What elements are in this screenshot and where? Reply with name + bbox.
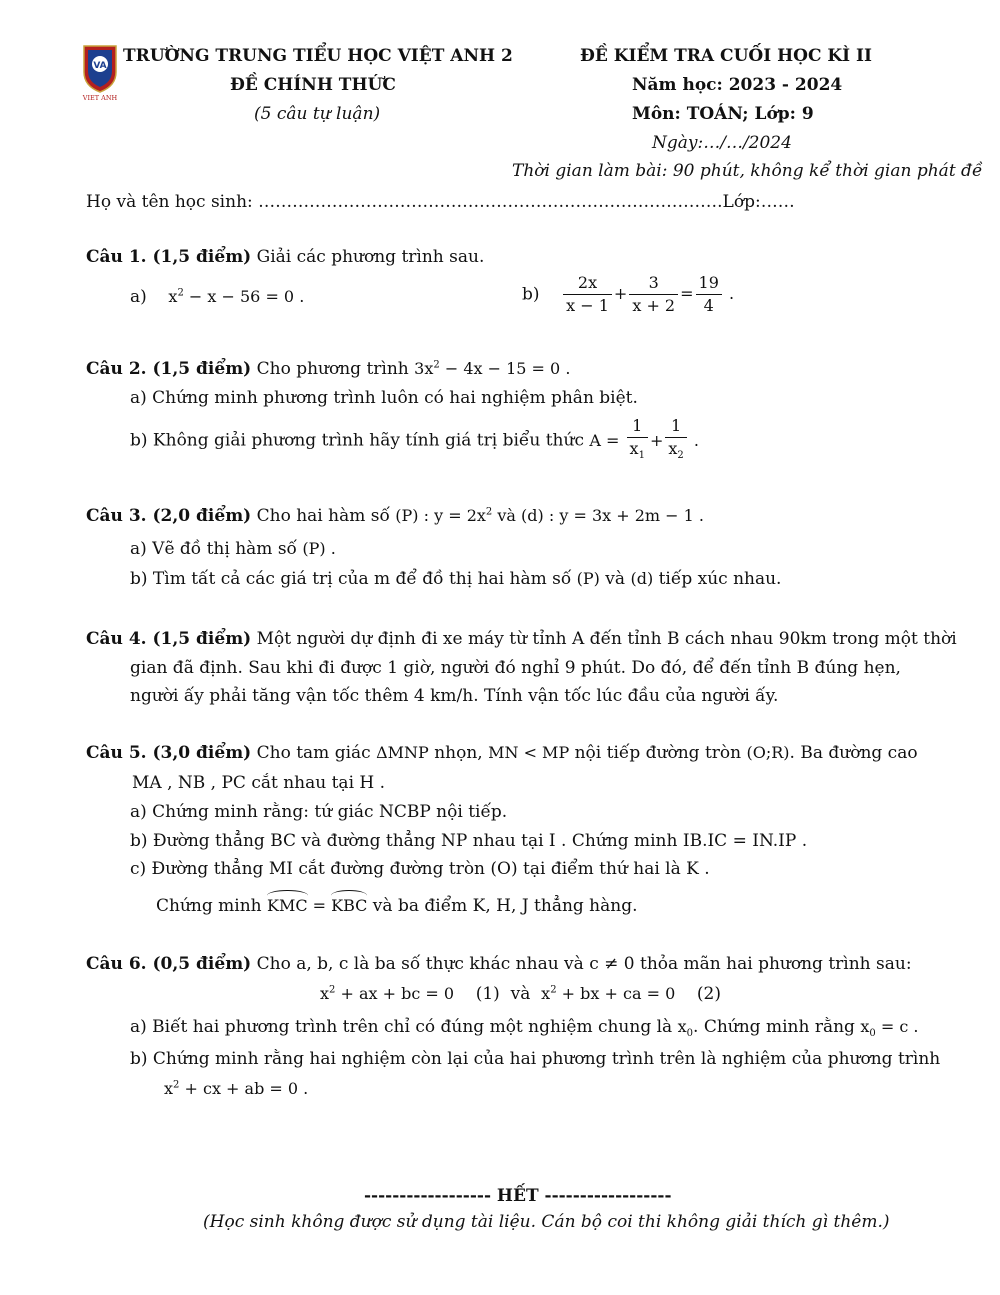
question-6-title — [86, 954, 912, 974]
student-name-line: Họ và tên học sinh: ……………………………………………………………………….Lớp:…… — [86, 192, 795, 212]
question-6-text: Cho a, b, c là ba số thực khác nhau và c ≠ 0 thỏa mãn hai phương trình sau: — [251, 954, 912, 974]
question-1b-equation: $\frac{2x}{x - 1}$ + $\frac{3}{x + 2}$ = $\frac{19}{4}$ . — [561, 284, 734, 303]
question-2b-text: b) Không giải phương trình hãy tính giá trị biểu thức — [130, 430, 590, 451]
footer-note: (Học sinh không được sử dụng tài liệu. Cán bộ coi thi không giải thích gì thêm.) — [203, 1212, 890, 1232]
question-2b — [130, 415, 699, 467]
question-5c-line-2: Chứng minh KMC = KBC và ba điểm K, H, J thẳng hàng. — [156, 896, 638, 916]
school-logo — [78, 42, 122, 104]
question-3-text: Cho hai hàm số — [251, 506, 396, 526]
question-3a-text: a) Vẽ đồ thị hàm số — [130, 539, 303, 559]
school-year: Năm học: 2023 - 2024 — [632, 75, 843, 95]
question-count-note: (5 câu tự luận) — [254, 104, 381, 124]
svg-text:VA: VA — [93, 61, 107, 71]
question-1a — [130, 287, 304, 307]
question-5-title: Câu 5. (3,0 điểm) Cho tam giác ΔMNP nhọn, MN < MP nội tiếp đường tròn (O;R). Ba đường cao — [86, 743, 918, 763]
school-name: TRƯỜNG TRUNG TIỂU HỌC VIỆT ANH 2 — [123, 46, 513, 66]
question-1a-equation: $x^2 - x - 56 = 0$ . — [168, 287, 305, 306]
question-4-line-1: Một người dự định đi xe máy từ tỉnh A đến tỉnh B cách nhau 90km trong một thời — [251, 629, 957, 649]
question-3-title — [86, 506, 704, 526]
question-2a: a) Chứng minh phương trình luôn có hai nghiệm phân biệt. — [130, 388, 638, 408]
question-4-line-3: người ấy phải tăng vận tốc thêm 4 km/h. Tính vận tốc lúc đầu của người ấy. — [130, 686, 779, 706]
question-5-label: Câu 5. (3,0 điểm) — [86, 743, 252, 763]
question-1b — [522, 272, 734, 317]
question-3b: b) Tìm tất cả các giá trị của m để đồ thị hai hàm số (P) và (d) tiếp xúc nhau. — [130, 569, 782, 589]
exam-date: Ngày:…/…/2024 — [652, 133, 792, 153]
angle-equation: KMC = KBC — [267, 896, 368, 915]
question-6b-equation: $x^2$ + cx + ab = 0 . — [164, 1079, 309, 1098]
end-marker: ------------------ HẾT ------------------ — [364, 1186, 672, 1206]
question-3-label: Câu 3. (2,0 điểm) — [86, 506, 252, 526]
question-2-text: Cho phương trình — [251, 359, 415, 379]
question-5c: c) Đường thẳng MI cắt đường đường tròn (O) tại điểm thứ hai là K . — [130, 859, 710, 879]
question-3a: a) Vẽ đồ thị hàm số (P) . — [130, 539, 336, 559]
question-2-equation: $3x^2 - 4x - 15 = 0$ . — [414, 359, 571, 378]
question-6-label: Câu 6. (0,5 điểm) — [86, 954, 252, 974]
question-5b: b) Đường thẳng BC và đường thẳng NP nhau tại I . Chứng minh IB.IC = IN.IP . — [130, 831, 808, 851]
question-1-title — [86, 247, 484, 267]
question-6b: b) Chứng minh rằng hai nghiệm còn lại của hai phương trình trên là nghiệm của phương trình — [130, 1049, 941, 1069]
question-6a: a) Biết hai phương trình trên chỉ có đúng một nghiệm chung là $x_0$. Chứng minh rằng $x_0 = c$ . — [130, 1017, 919, 1040]
svg-text:VIET ANH: VIET ANH — [82, 94, 118, 102]
question-2-label: Câu 2. (1,5 điểm) — [86, 359, 252, 379]
question-2-title — [86, 359, 570, 379]
official-label: ĐỀ CHÍNH THỨC — [230, 75, 396, 95]
question-6-equations: $x^2$ + ax + bc = 0 (1) và $x^2$ + bx + ca = 0 (2) — [320, 984, 721, 1004]
question-4-title — [86, 629, 957, 649]
question-4-line-2: gian đã định. Sau khi đi được 1 giờ, người đó nghỉ 9 phút. Do đó, để đến tỉnh B đúng hẹn, — [130, 658, 901, 678]
question-3-functions: (P) : $y = 2x^2$ và (d) : y = 3x + 2m − 1 . — [395, 506, 705, 525]
question-4-label: Câu 4. (1,5 điểm) — [86, 629, 252, 649]
question-1-label: Câu 1. (1,5 điểm) — [86, 247, 252, 267]
question-3b-text: b) Tìm tất cả các giá trị của m để đồ thị hai hàm số — [130, 569, 577, 589]
exam-title: ĐỀ KIỂM TRA CUỐI HỌC KÌ II — [580, 46, 872, 66]
question-5a: a) Chứng minh rằng: tứ giác NCBP nội tiếp. — [130, 802, 508, 822]
subject-grade: Môn: TOÁN; Lớp: 9 — [632, 104, 814, 124]
exam-duration: Thời gian làm bài: 90 phút, không kể thời gian phát đề — [512, 161, 983, 181]
question-1a-label: a) — [130, 287, 147, 307]
question-5-line-2: MA , NB , PC cắt nhau tại H . — [132, 773, 386, 793]
question-1b-label: b) — [522, 284, 540, 305]
question-1-text: Giải các phương trình sau. — [251, 247, 485, 267]
question-2b-expression: A = $\frac{1}{x_1}$ + $\frac{1}{x_2}$ . — [589, 416, 699, 462]
